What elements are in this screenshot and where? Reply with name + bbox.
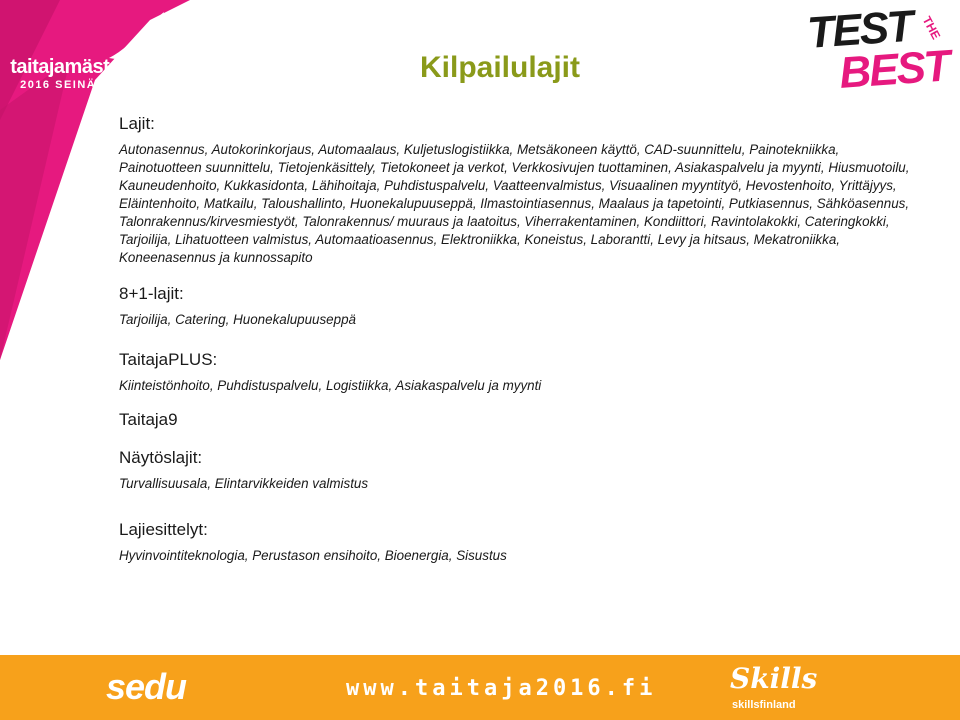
- section-heading: Lajiesittelyt:: [119, 520, 208, 539]
- skills-script: Skills: [730, 662, 818, 695]
- logo-name: taitajamästare: [10, 56, 138, 78]
- test-the-best-badge: [805, 1, 954, 102]
- page-title: Kilpailulajit: [419, 51, 581, 84]
- section-heading: Lajit:: [119, 114, 155, 133]
- logo-text: [8, 56, 140, 92]
- section-8-plus-1: [119, 283, 919, 329]
- skills-finland-text: skillsfinland: [732, 699, 796, 711]
- logo-year: 2016 SEINÄJOKI: [20, 79, 128, 91]
- section-heading: TaitajaPLUS:: [119, 350, 218, 369]
- badge-best: BEST: [837, 41, 951, 98]
- footer-url: www.taitaja2016.fi: [346, 676, 657, 701]
- section-body: Turvallisuusala, Elintarvikkeiden valmistus: [119, 476, 369, 491]
- footer-bar: [0, 655, 960, 720]
- section-lajiesittelyt: [119, 519, 919, 565]
- section-taitajaplus: [119, 349, 919, 395]
- section-heading: 8+1-lajit:: [119, 284, 184, 303]
- section-heading: Näytöslajit:: [119, 448, 203, 467]
- sedu-logo: sedu: [106, 666, 187, 707]
- skills-finland-logo: [724, 662, 818, 715]
- section-taitaja9: [119, 409, 919, 431]
- badge-the: THE: [919, 14, 944, 42]
- section-body: Autonasennus, Autokorinkorjaus, Automaalaus, Kuljetuslogistiikka, Metsäkoneen käyttö, CAD-suunnittelu, Painotekniikka, Painotuotteen suunnittelu, Tietojenkäsittely, Tietokoneet ja verkot, Verkkosivujen tuottaminen, Asiakaspalvelu ja myynti, Hiusmuotoilu, Kauneudenhoito, Kukkasidonta, Lähihoitaja, Puhdistuspalvelu, Vaatteenvalmistus, Visuaalinen myyntityö, Hevostenhoito, Yrittäjyys, Eläintenhoito, Matkailu, Taloushallinto, Huonekalupuuseppä, Ilmastointiasennus, Maalaus ja tapetointi, Putkiasennus, Sähköasennus, Talonrakennus/kirvesmiestyöt, Talonrakennus/ muuraus ja laatoitus, Viherrakentaminen, Kondiittori, Ravintolakokki, Cateringkokki, Tarjoilija, Lihatuotteen valmistus, Automaatioasennus, Elektroniikka, Koneistus, Laborantti, Levy ja hitsaus, Mekatroniikka, Koneenasennus ja kunnossapito: [119, 142, 910, 265]
- section-lajit: [119, 113, 919, 267]
- badge-test: TEST: [805, 1, 914, 58]
- content-area: [119, 113, 919, 565]
- section-naytoslajit: [119, 447, 919, 493]
- section-heading: Taitaja9: [119, 410, 178, 429]
- section-body: Kiinteistönhoito, Puhdistuspalvelu, Logistiikka, Asiakaspalvelu ja myynti: [119, 378, 542, 393]
- section-body: Tarjoilija, Catering, Huonekalupuuseppä: [119, 312, 356, 327]
- section-body: Hyvinvointiteknologia, Perustason ensihoito, Bioenergia, Sisustus: [119, 548, 507, 563]
